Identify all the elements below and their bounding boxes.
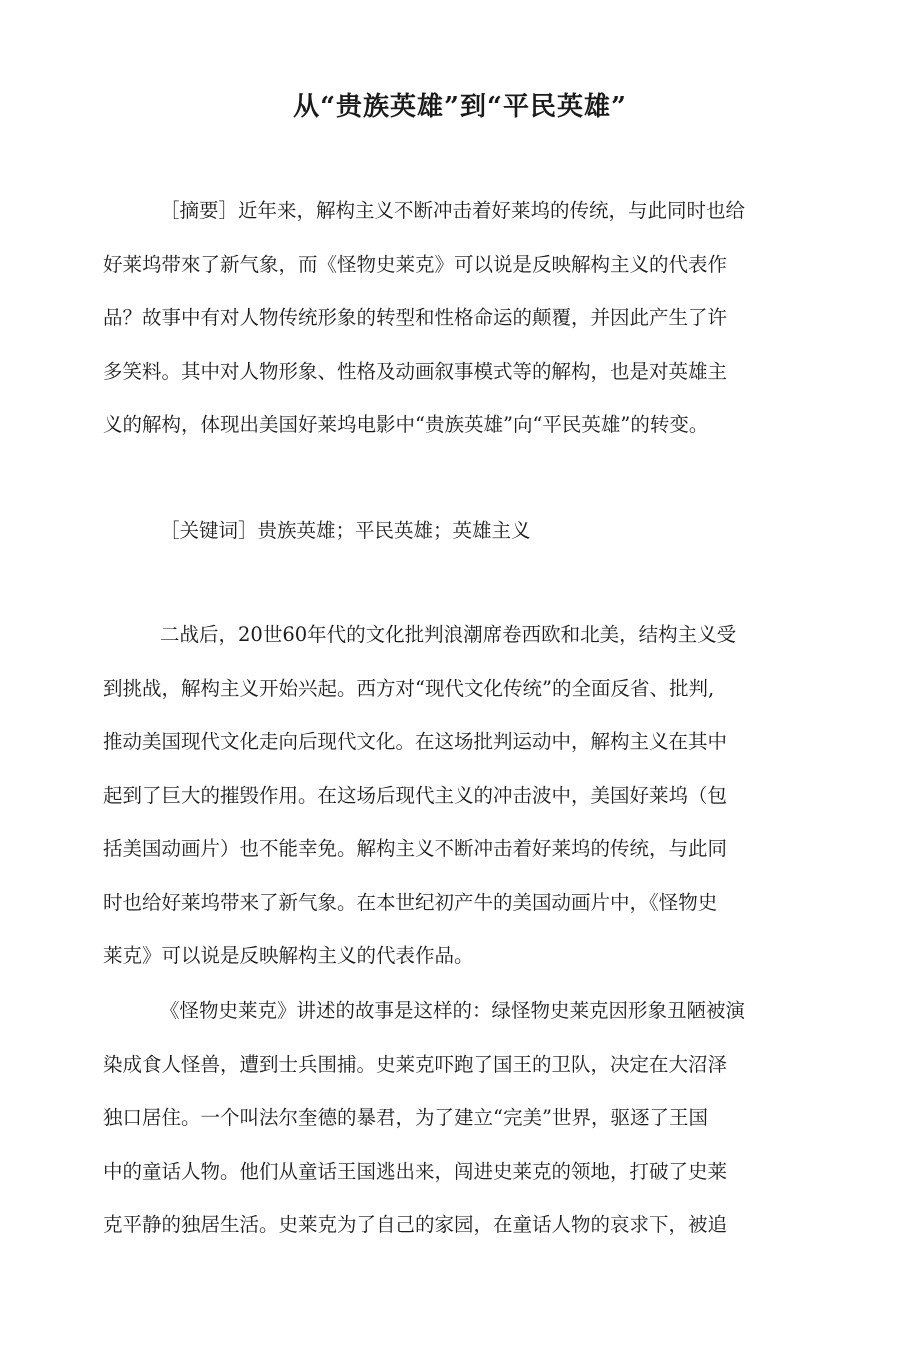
body-line: 莱克》可以说是反映解构主义的代表作品。 <box>103 944 474 967</box>
abstract-line: ［摘要］近年来，解构主义不断冲击着好莱坞的传统，与此同时也给 <box>160 199 746 222</box>
abstract-line: 好莱坞带來了新气象，而《怪物史莱克》可以说是反映解构主义的代表作 <box>103 252 728 276</box>
body-paragraph-2 <box>103 984 819 1252</box>
body-line: 二战后，20世60年代的文化批判浪潮席卷西欧和北美，结构主义受 <box>160 623 737 646</box>
body-line: 括美国动画片）也不能幸免。解构主义不断冲击着好莱坞的传统，与此同 <box>103 837 728 860</box>
body-line: 染成食人怪兽，遭到士兵围捕。史莱克吓跑了国王的卫队，决定在大沼泽 <box>103 1052 728 1076</box>
body-line: 推动美国现代文化走向后现代文化。在这场批判运动中，解构主义在其中 <box>103 730 728 753</box>
body-paragraph-1 <box>103 608 819 983</box>
abstract-line: 多笑料。其中对人物形象、性格及动画叙事模式等的解构，也是对英雄主 <box>103 359 728 383</box>
document-title: 从“贵族英雄”到“平民英雄” <box>293 92 627 122</box>
body-line: 时也给好莱坞带来了新气象。在本世纪初产牛的美国动画片中，《怪物史 <box>103 890 718 914</box>
abstract-paragraph <box>103 184 819 452</box>
body-line: 起到了巨大的摧毁作用。在这场后现代主义的冲击波中，美国好莱坞（包 <box>103 783 728 807</box>
body-line: 克平静的独居生活。史莱克为了自己的家园，在童话人物的哀求下，被追 <box>103 1213 728 1236</box>
body-line: 到挑战，解构主义开始兴起。西方对“现代文化传统”的全面反省、批判, <box>103 676 715 700</box>
body-line: 独口居住。一个叫法尔奎德的暴君，为了建立“完美”世界，驱逐了王国 <box>103 1106 708 1129</box>
body-line: 《怪物史莱克》讲述的故事是这样的：绿怪物史莱克因形象丑陋被演 <box>160 999 746 1022</box>
body-line: 中的童话人物。他们从童话王国逃出来，闯进史莱克的领地，打破了史莱 <box>103 1159 728 1183</box>
keywords-paragraph <box>103 504 819 558</box>
keywords-line: ［关键词］贵族英雄；平民英雄；英雄主义 <box>160 519 531 542</box>
abstract-line: 品？故事中有对人物传统形象的转型和性格命运的颠覆，并因此产生了许 <box>103 306 728 329</box>
abstract-line: 义的解构，体现出美国好莱坞电影中“贵族英雄”向“平民英雄”的转变。 <box>103 413 709 436</box>
